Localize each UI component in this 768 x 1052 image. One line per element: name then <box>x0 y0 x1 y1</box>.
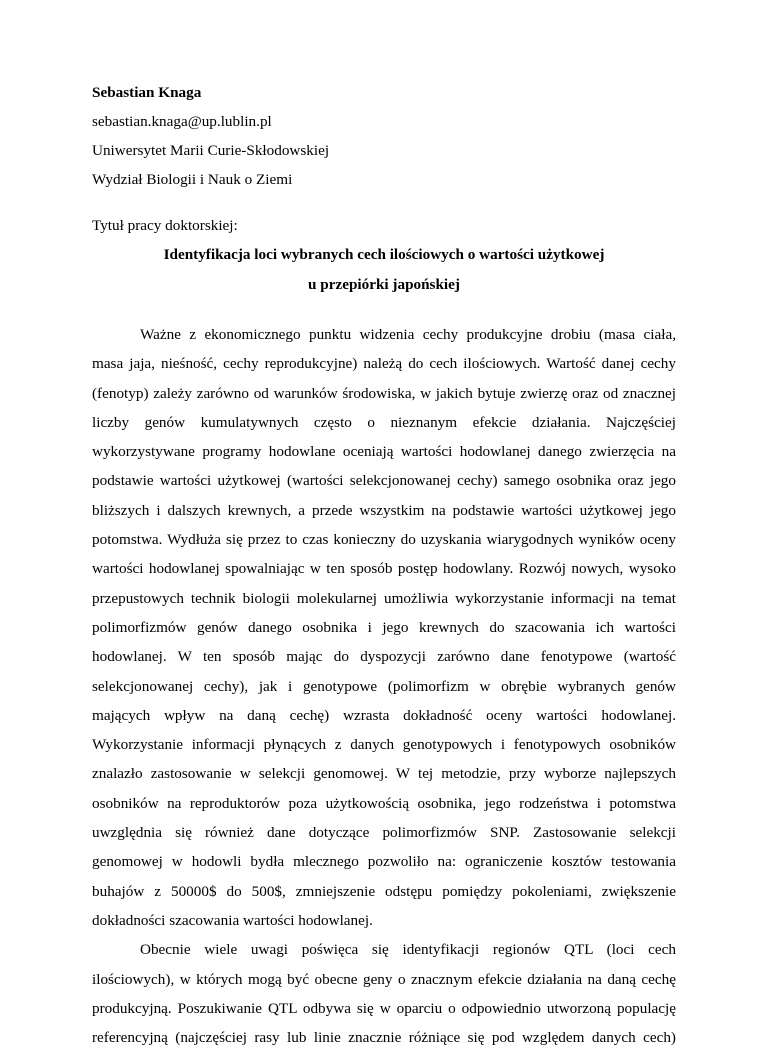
body-line: znalazło zastosowanie w selekcji genomowej. W tej metodzie, przy wyborze najlepszych <box>92 765 676 783</box>
body-line: hodowlanej. W ten sposób mając do dyspozycji zarówno dane fenotypowe (wartość <box>92 648 676 666</box>
body-line: bliższych i dalszych krewnych, a przede wszystkim na podstawie wartości użytkowej jego <box>92 501 676 519</box>
university-name: Uniwersytet Marii Curie-Skłodowskiej <box>92 142 330 159</box>
abstract-body <box>92 320 676 1052</box>
body-line: podstawie wartości użytkowej (wartości selekcjonowanej cechy) samego osobnika oraz jego <box>92 472 676 490</box>
body-line: selekcjonowanej cechy), jak i genotypowe (polimorfizm w obrębie wybranych genów <box>92 677 676 695</box>
body-line: masa jaja, nieśność, cechy reprodukcyjne) należą do cech ilościowych. Wartość danej cechy <box>92 355 676 373</box>
body-line: potomstwa. Wydłuża się przez to czas konieczny do uzyskania wiarygodnych wyników oceny <box>92 531 676 549</box>
body-line: ilościowych), w których mogą być obecne geny o znacznym efekcie działania na daną cechę <box>92 970 676 988</box>
body-line: wartości hodowlanej spowalniając w ten sposób postęp hodowlany. Rozwój nowych, wysoko <box>92 560 676 578</box>
body-line: mających wpływ na daną cechę) wzrasta dokładność oceny wartości hodowlanej. <box>92 706 676 724</box>
body-line: Ważne z ekonomicznego punktu widzenia cechy produkcyjne drobiu (masa ciała, <box>140 326 676 343</box>
body-line: liczby genów kumulatywnych często o nieznanym efekcie działania. Najczęściej <box>92 413 676 431</box>
department-name: Wydział Biologii i Nauk o Ziemi <box>92 171 293 188</box>
thesis-title-line-2: u przepiórki japońskiej <box>308 276 460 293</box>
body-line: dokładności szacowania wartości hodowlanej. <box>92 911 373 929</box>
body-line: buhajów z 50000$ do 500$, zmniejszenie odstępu pomiędzy pokoleniami, zwiększenie <box>92 882 676 900</box>
body-line: genomowej w hodowli bydła mlecznego pozwoliło na: ograniczenie kosztów testowania <box>92 853 676 871</box>
body-line: wykorzystywane programy hodowlane oceniają wartości hodowlanej danego zwierzęcia na <box>92 443 676 461</box>
body-line: przepustowych technik biologii molekularnej umożliwia wykorzystanie informacji na temat <box>92 589 676 607</box>
body-line: (fenotyp) zależy zarówno od warunków środowiska, w jakich bytuje zwierzę oraz od znacznej <box>92 384 676 402</box>
thesis-label: Tytuł pracy doktorskiej: <box>92 217 238 234</box>
body-line: produkcyjną. Poszukiwanie QTL odbywa się w oparciu o odpowiednio utworzoną populację <box>92 999 676 1017</box>
body-line: osobników na reproduktorów poza użytkowością osobnika, jego rodzeństwa i potomstwa <box>92 794 676 812</box>
body-line: referencyjną (najczęściej rasy lub linie znacznie różniące się pod względem danych cech) <box>92 1029 676 1047</box>
body-line: polimorfizmów genów danego osobnika i jego krewnych do szacowania ich wartości <box>92 618 676 636</box>
body-line: Obecnie wiele uwagi poświęca się identyfikacji regionów QTL (loci cech <box>140 941 676 959</box>
author-email: sebastian.knaga@up.lublin.pl <box>92 113 272 130</box>
body-line: uwzględnia się również dane dotyczące polimorfizmów SNP. Zastosowanie selekcji <box>92 824 676 842</box>
body-line: Wykorzystanie informacji płynących z danych genotypowych i fenotypowych osobników <box>92 736 676 754</box>
thesis-title-line-1: Identyfikacja loci wybranych cech ilościowych o wartości użytkowej <box>163 246 605 263</box>
author-name: Sebastian Knaga <box>92 84 202 101</box>
